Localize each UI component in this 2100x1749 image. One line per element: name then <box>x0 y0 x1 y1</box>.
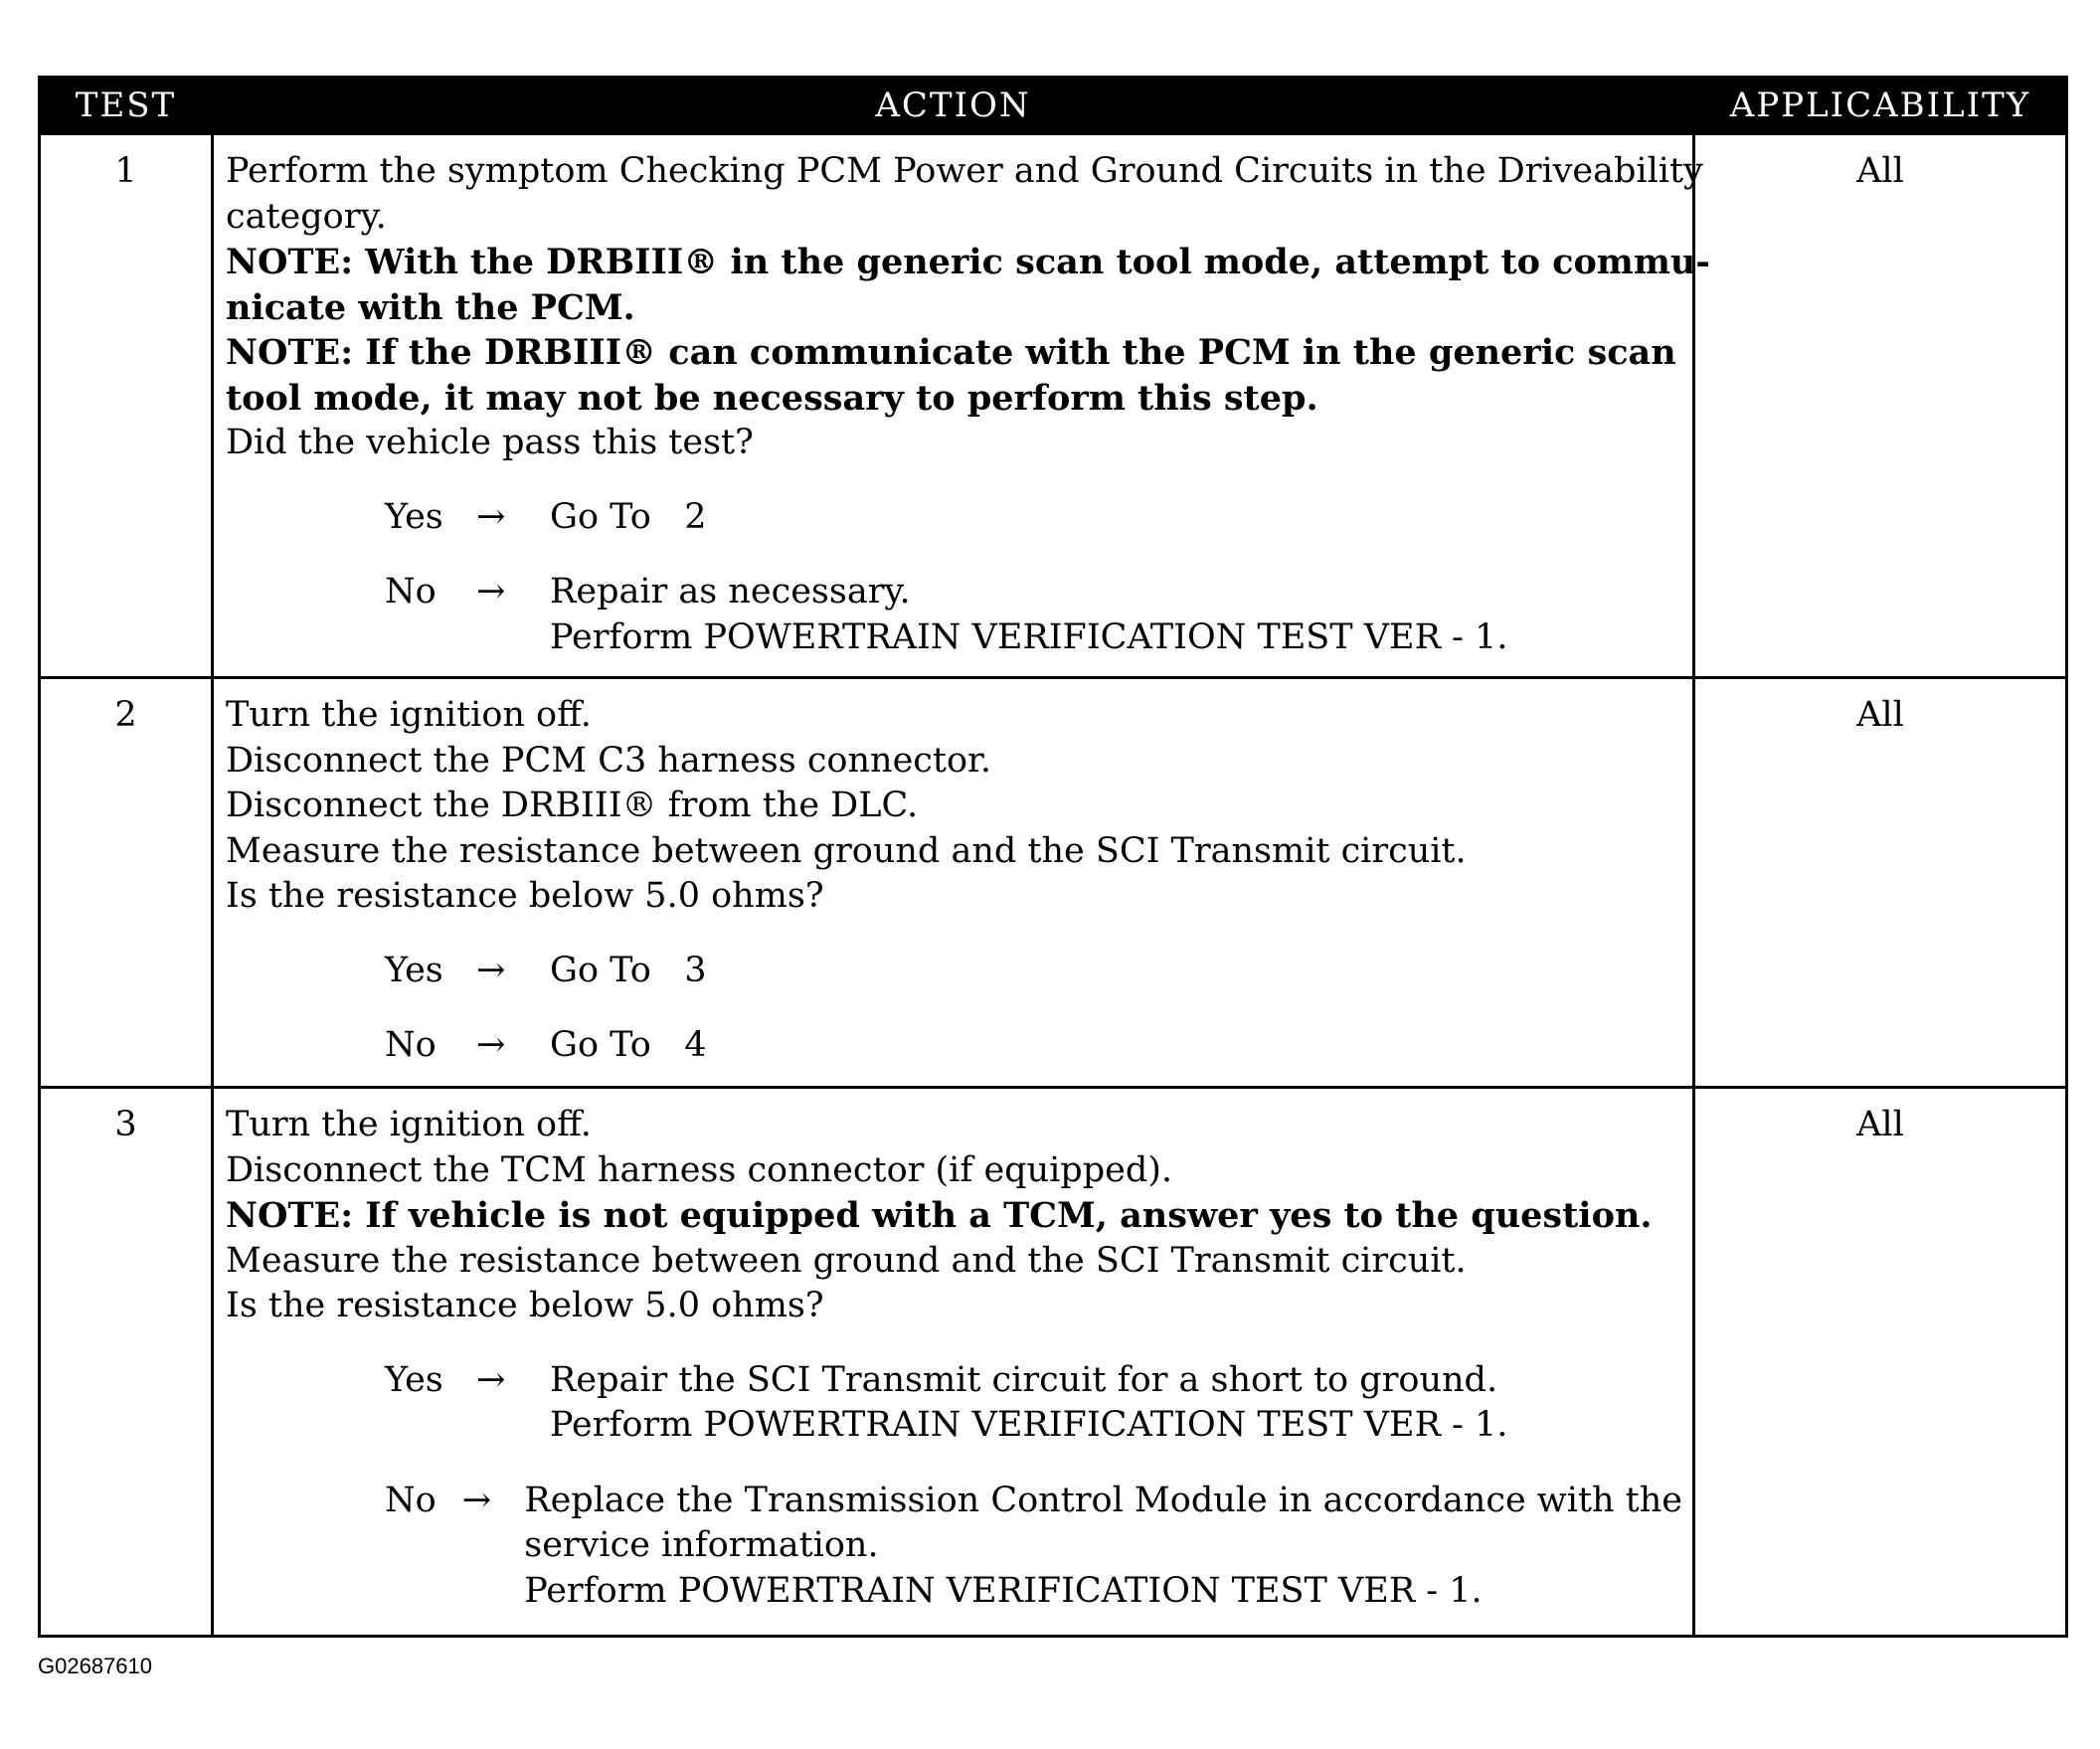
yes-outcome <box>226 949 1682 994</box>
no-outcome <box>226 1479 1682 1615</box>
yes-outcome <box>226 1358 1682 1449</box>
arrow-right-icon: → <box>476 572 506 612</box>
yes-result <box>550 949 707 994</box>
applicability-value: All <box>1694 678 2067 1088</box>
yes-label: Yes <box>385 496 443 537</box>
action-cell <box>213 678 1694 1088</box>
table-row <box>40 678 2067 1088</box>
action-line: category. <box>226 196 387 237</box>
result-line: Repair the SCI Transmit circuit for a short to ground. <box>550 1359 1498 1400</box>
table-row <box>40 134 2067 678</box>
question: Did the vehicle pass this test? <box>226 423 754 462</box>
action-line: Disconnect the TCM harness connector (if equipped). <box>226 1149 1173 1190</box>
no-result <box>550 570 1507 660</box>
header-action: ACTION <box>213 78 1694 134</box>
header-test: TEST <box>40 78 213 134</box>
note-line: nicate with the PCM. <box>226 286 635 328</box>
action-line: Disconnect the PCM C3 harness connector. <box>226 740 992 781</box>
action-line: Perform the symptom Checking PCM Power and Ground Circuits in the Driveability <box>226 151 1703 191</box>
applicability-value: All <box>1694 134 2067 678</box>
arrow-right-icon: → <box>461 1480 492 1520</box>
table-row <box>40 1088 2067 1637</box>
table-header-row <box>40 78 2067 134</box>
action-cell <box>213 134 1710 678</box>
diagnostic-test-table <box>38 76 2068 1638</box>
image-code: G02687610 <box>38 1654 152 1678</box>
no-label: No <box>385 1025 437 1065</box>
arrow-right-icon: → <box>476 1025 506 1065</box>
result-line: Go To 2 <box>550 496 707 537</box>
applicability-value: All <box>1694 1088 2067 1637</box>
no-label: No <box>385 572 437 612</box>
yes-result <box>550 495 707 541</box>
header-applicability: APPLICABILITY <box>1694 78 2067 134</box>
question: Is the resistance below 5.0 ohms? <box>226 876 824 916</box>
test-number: 2 <box>40 678 213 1088</box>
result-line: Go To 4 <box>550 1025 707 1065</box>
no-result <box>550 1023 707 1069</box>
yes-result <box>550 1358 1507 1449</box>
yes-outcome <box>226 495 1682 541</box>
note-line: NOTE: With the DRBIII® in the generic scan tool mode, attempt to commu- <box>226 242 1710 282</box>
no-outcome <box>226 1023 1682 1069</box>
question: Is the resistance below 5.0 ohms? <box>226 1286 824 1325</box>
action-line: Measure the resistance between ground and the SCI Transmit circuit. <box>226 830 1467 871</box>
test-number: 1 <box>40 134 213 678</box>
result-line: Go To 3 <box>550 950 707 990</box>
no-label: No <box>385 1480 437 1520</box>
action-line: Turn the ignition off. <box>226 1105 592 1144</box>
note-line: NOTE: If vehicle is not equipped with a TCM, answer yes to the question. <box>226 1195 1653 1236</box>
note-line: tool mode, it may not be necessary to perform this step. <box>226 377 1318 419</box>
result-line: Perform POWERTRAIN VERIFICATION TEST VER - 1. <box>550 1405 1508 1445</box>
action-cell <box>213 1088 1694 1637</box>
arrow-right-icon: → <box>476 950 506 990</box>
yes-label: Yes <box>385 950 443 990</box>
no-outcome <box>226 570 1682 660</box>
result-line: Repair as necessary. <box>550 572 911 612</box>
result-line: Perform POWERTRAIN VERIFICATION TEST VER - 1. <box>524 1570 1483 1611</box>
result-line: Replace the Transmission Control Module in accordance with the <box>524 1480 1682 1520</box>
no-result <box>524 1479 1682 1615</box>
action-line: Measure the resistance between ground and the SCI Transmit circuit. <box>226 1240 1467 1281</box>
yes-label: Yes <box>385 1359 443 1400</box>
result-line: service information. <box>524 1525 879 1565</box>
result-line: Perform POWERTRAIN VERIFICATION TEST VER - 1. <box>550 616 1508 657</box>
test-number: 3 <box>40 1088 213 1637</box>
action-line: Turn the ignition off. <box>226 695 592 735</box>
arrow-right-icon: → <box>476 1359 506 1400</box>
action-line: Disconnect the DRBIII® from the DLC. <box>226 786 919 825</box>
note-line: NOTE: If the DRBIII® can communicate with the PCM in the generic scan <box>226 332 1676 373</box>
arrow-right-icon: → <box>476 496 506 537</box>
